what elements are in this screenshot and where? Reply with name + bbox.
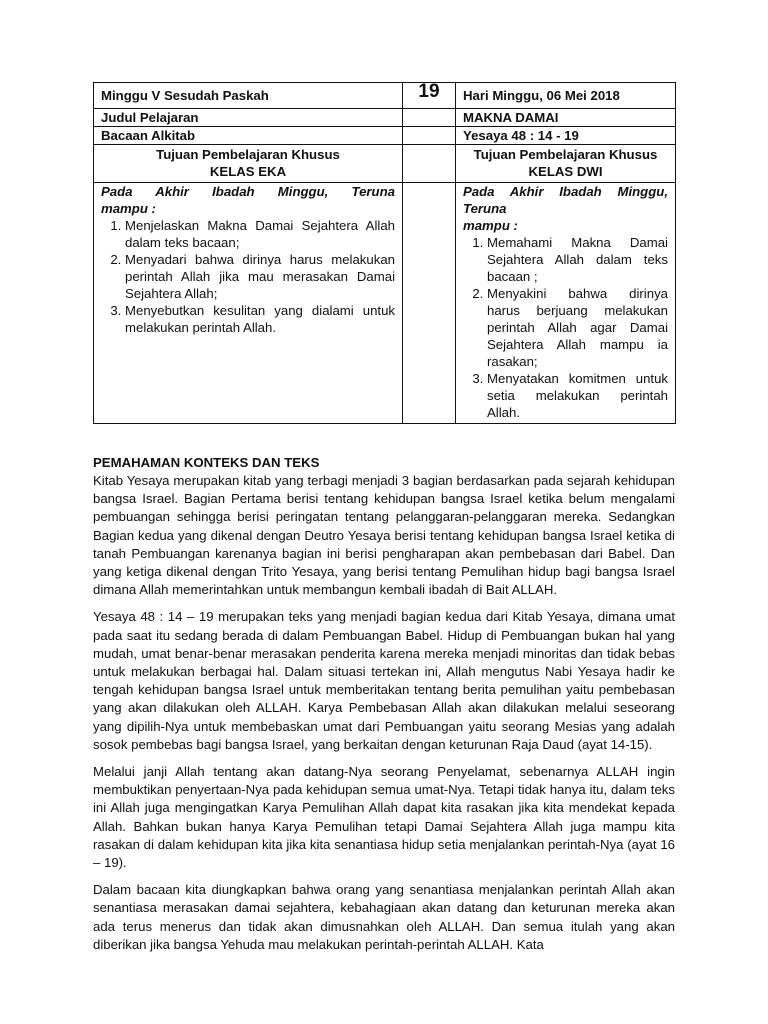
document-page [93, 82, 675, 963]
empty-cell [403, 183, 456, 424]
eka-heading-line-1: Tujuan Pembelajaran Khusus [156, 147, 340, 162]
dwi-intro: Pada Akhir Ibadah Minggu, Teruna [463, 184, 668, 216]
dwi-intro-end: mampu : [463, 218, 518, 233]
dwi-heading [456, 145, 676, 183]
eka-goal-item: 3. Menyebutkan kesulitan yang dialami untuk melakukan perintah Allah. [125, 302, 395, 336]
dwi-goals-cell [456, 183, 676, 424]
eka-heading-line-2: KELAS EKA [209, 164, 287, 179]
dwi-goal-item: 2. Menyakini bahwa dirinya harus berjuang melakukan perintah Allah agar Damai Sejahtera Allah mampu ia rasakan; [487, 285, 668, 370]
section-title: PEMAHAMAN KONTEKS DAN TEKS [93, 455, 320, 470]
title-value: MAKNA DAMAI [456, 109, 676, 127]
eka-goal-item: 2. Menyadari bahwa dirinya harus melakukan perintah Allah jika mau merasakan Damai Sejahtera Allah; [125, 251, 395, 302]
paragraph: Dalam bacaan kita diungkapkan bahwa orang yang senantiasa menjalankan perintah Allah akan senantiasa merasakan damai sejahtera, kebahagiaan akan datang dan keturunan mereka akan ada terus menerus dan tidak akan dimusnahkan oleh ALLAH. Dan semua itulah yang akan diberikan jika bangsa Yehuda mau melakukan perintah-perintah ALLAH. Kata [93, 882, 675, 952]
paragraph: Kitab Yesaya merupakan kitab yang terbagi menjadi 3 bagian berdasarkan pada sejarah kehidupan bangsa Israel. Bagian Pertama berisi tentang kehidupan bangsa Israel ketika belum mengalami pembuangan sehingga berisi peringatan tentang pelanggaran-pelanggaran mereka. Sedangkan Bagian kedua yang dikenal dengan Deutro Yesaya berisi tentang kehidupan bangsa Israel ketika di tanah Pembuangan karenanya bagian ini berisi pengharapan akan pembebasan dari Babel. Dan yang ketiga dikenal dengan Trito Yesaya, yang berisi tentang Pemulihan hidup bagi bangsa Israel dimana Allah memerintahkan untuk membangun kembali ibadah di Bait ALLAH. [93, 473, 675, 598]
dwi-goals-list [463, 234, 668, 421]
lesson-table [93, 82, 676, 424]
eka-goals-cell [94, 183, 403, 424]
reading-label: Bacaan Alkitab [94, 127, 403, 145]
title-label: Judul Pelajaran [94, 109, 403, 127]
empty-cell [403, 109, 456, 127]
empty-cell [403, 127, 456, 145]
dwi-goal-item: 1. Memahami Makna Damai Sejahtera Allah dalam teks bacaan ; [487, 234, 668, 285]
eka-intro-end: mampu : [101, 201, 156, 216]
dwi-heading-line-2: KELAS DWI [528, 164, 603, 179]
paragraph: Yesaya 48 : 14 – 19 merupakan teks yang menjadi bagian kedua dari Kitab Yesaya, dimana umat pada saat itu sedang berada di dalam Pembuangan Babel. Hidup di Pembuangan bukan hal yang mudah, umat benar-benar merasakan penderita karena mereka menjadi minoritas dan tidak bebas untuk melakukan berbagai hal. Dalam situasi tertekan ini, Allah mengutus Nabi Yesaya hadir ke tengah kehidupan bangsa Israel untuk memberitakan tentang berita pemulihan yaitu pembebasan yang akan dilakukan oleh ALLAH. Karya Pembebasan Allah akan dilakukan melalui seseorang yang dipilih-Nya untuk membebaskan umat dari Pembuangan yaitu seorang Mesias yang adalah sosok pembebas bagi bangsa Israel, yang berkaitan dengan keturunan Raja Daud (ayat 14-15). [93, 609, 675, 752]
reading-value: Yesaya 48 : 14 - 19 [456, 127, 676, 145]
dwi-heading-line-1: Tujuan Pembelajaran Khusus [473, 147, 658, 162]
paragraph: Melalui janji Allah tentang akan datang-Nya seorang Penyelamat, sebenarnya ALLAH ingin membuktikan penyertaan-Nya pada kehidupan semua umat-Nya. Tetapi tidak hanya itu, dalam teks ini Allah juga mengingatkan Karya Pemulihan Allah dapat kita rasakan jika kita mendekat kepada Allah. Bahkan bukan hanya Karya Pemulihan tetapi Damai Sejahtera Allah juga mampu kita rasakan di dalam kehidupan kita jika kita senantiasa hidup setia menjalankan perintah-Nya (ayat 16 – 19). [93, 764, 675, 871]
eka-goals-list [101, 217, 395, 336]
date-cell: Hari Minggu, 06 Mei 2018 [456, 83, 676, 109]
eka-goal-item: 1. Menjelaskan Makna Damai Sejahtera Allah dalam teks bacaan; [125, 217, 395, 251]
week-cell: Minggu V Sesudah Paskah [94, 83, 403, 109]
lesson-number: 19 [403, 83, 456, 109]
eka-intro: Pada Akhir Ibadah Minggu, Teruna [101, 184, 395, 199]
dwi-goal-item: 3. Menyatakan komitmen untuk setia melakukan perintah Allah. [487, 370, 668, 421]
eka-heading [94, 145, 403, 183]
empty-cell [403, 145, 456, 183]
